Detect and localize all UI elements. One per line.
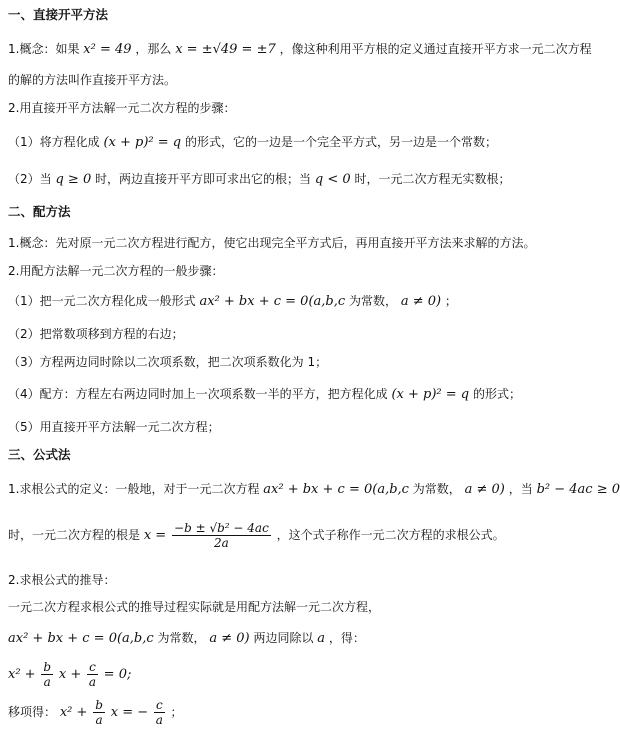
section-title-2: 二、配方法: [8, 204, 71, 219]
math: ax² + bx + c = 0(a,b,c: [263, 482, 409, 497]
denominator: a: [95, 713, 103, 727]
numerator: −b ± √b² − 4ac: [174, 521, 269, 535]
text: 移项得：: [8, 705, 57, 719]
s1-concept-line2: 的解的方法叫作直接开平方法。: [8, 73, 177, 87]
text: 的形式；: [472, 387, 521, 401]
text: （1）把一元二次方程化成一般形式: [8, 294, 196, 308]
text: ；: [444, 294, 457, 308]
quadratic-formula-fraction: [172, 521, 271, 550]
text: （4）配方：方程左右两边同时加上一次项系数一半的平方，把方程化成: [8, 387, 388, 401]
s2-step-2: （2）把常数项移到方程的右边；: [8, 327, 184, 341]
fraction-c-over-a: [154, 698, 165, 727]
text: ，像这种利用平方根的定义通过直接开平方求一元二次方程: [279, 42, 592, 56]
text: （2）当: [8, 172, 52, 186]
text: 1.求根公式的定义：一般地，对于一元二次方程: [8, 482, 260, 496]
fraction-b-over-a: [41, 660, 53, 689]
s3-derive-desc: 一元二次方程求根公式的推导过程实际就是用配方法解一元二次方程，: [8, 600, 381, 614]
math: ax² + bx + c = 0(a,b,c: [199, 294, 346, 309]
text: 为常数，: [157, 631, 206, 645]
text: ，当: [508, 482, 533, 496]
math: ax² + bx + c = 0(a,b,c: [8, 631, 154, 646]
math: (x + p)² = q: [103, 135, 182, 150]
math: a ≠ 0): [209, 631, 250, 646]
denominator: a: [155, 713, 163, 727]
math: q < 0: [314, 172, 351, 187]
math: x² +: [8, 667, 36, 682]
math: = 0;: [103, 667, 132, 682]
text: 两边同除以: [253, 631, 314, 645]
math: q ≥ 0: [55, 172, 92, 187]
section-title-3: 三、公式法: [8, 447, 71, 462]
s1-step-2: [8, 170, 510, 189]
math: a ≠ 0): [400, 294, 442, 309]
math: b² − 4ac ≥ 0: [536, 482, 620, 497]
fraction-c-over-a: [87, 660, 98, 689]
s3-definition: [8, 480, 620, 499]
numerator: b: [43, 660, 52, 674]
math: x² = 49: [83, 42, 132, 57]
s2-step-5: （5）用直接开平方法解一元二次方程；: [8, 420, 220, 434]
text: ；: [170, 705, 183, 719]
numerator: b: [95, 698, 103, 712]
text: 的形式，它的一边是一个完全平方式，另一边是一个常数；: [184, 135, 497, 149]
math: x =: [143, 528, 167, 543]
denominator: a: [88, 675, 97, 689]
text: 时，一元二次方程无实数根；: [354, 172, 511, 186]
s2-step-3: （3）方程两边同时除以二次项系数，把二次项系数化为 1；: [8, 355, 328, 369]
s3-derive-title: 2.求根公式的推导：: [8, 573, 116, 587]
math: x² +: [59, 705, 88, 720]
math: x +: [58, 667, 82, 682]
s3-step-eq-1: [8, 659, 131, 690]
s2-step-1: [8, 292, 457, 311]
text: ，这个式子称作一元二次方程的求根公式。: [276, 528, 505, 542]
numerator: c: [89, 660, 96, 674]
math: x = ±√49 = ±7: [175, 42, 276, 57]
math: a: [317, 631, 326, 646]
s2-step-4: [8, 385, 521, 404]
s1-step-1: [8, 133, 497, 152]
denominator: 2a: [214, 536, 229, 550]
s1-concept: [8, 40, 592, 59]
s1-steps-title: 2.用直接开平方法解一元二次方程的步骤：: [8, 101, 236, 115]
s2-concept: 1.概念：先对原一元二次方程进行配方，使它出现完全平方式后，再用直接开平方法来求解的方法。: [8, 236, 536, 250]
section-title-1: 一、直接开平方法: [8, 7, 109, 22]
math: (x + p)² = q: [391, 387, 470, 402]
text: ，得：: [328, 631, 365, 645]
text: 时，一元二次方程的根是: [8, 528, 141, 542]
denominator: a: [43, 675, 51, 689]
numerator: c: [155, 698, 163, 712]
fraction-b-over-a: [93, 698, 105, 727]
text: （1）将方程化成: [8, 135, 100, 149]
text: ，那么: [135, 42, 172, 56]
math: a ≠ 0): [464, 482, 505, 497]
s3-root-formula: [8, 520, 505, 551]
s2-steps-title: 2.用配方法解一元二次方程的一般步骤：: [8, 264, 224, 278]
text: 1.概念：如果: [8, 42, 80, 56]
text: 为常数，: [348, 294, 397, 308]
text: 时，两边直接开平方即可求出它的根；当: [95, 172, 312, 186]
math: x = −: [110, 705, 149, 720]
s3-step-eq-2: [8, 697, 183, 728]
text: 为常数，: [412, 482, 461, 496]
s3-equation: [8, 629, 365, 648]
